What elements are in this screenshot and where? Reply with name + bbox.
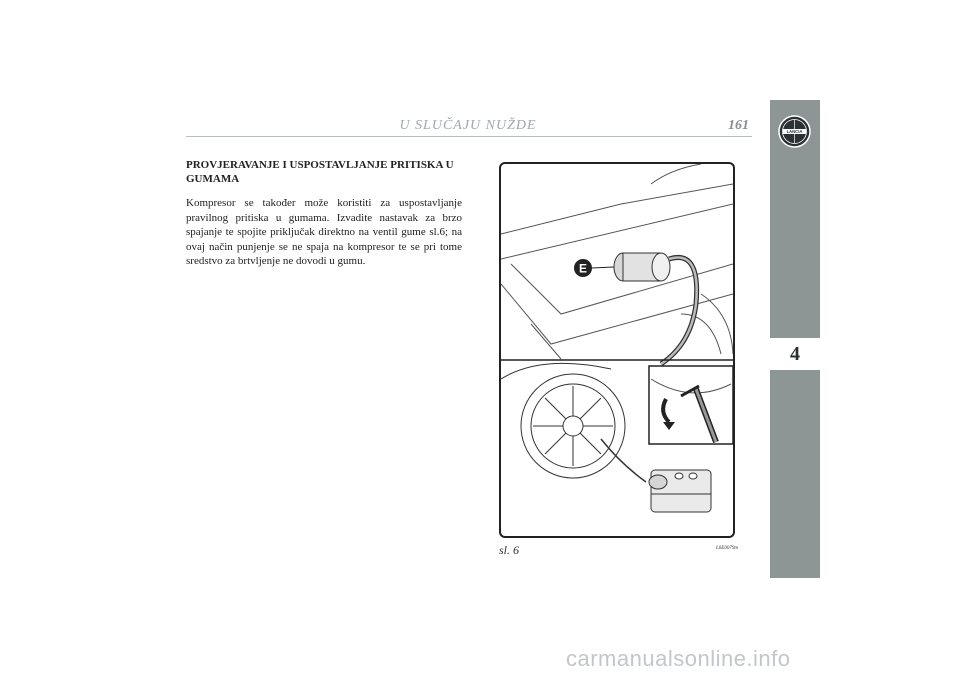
compressor-cylinder	[614, 253, 670, 281]
header-divider	[186, 136, 752, 137]
watermark: carmanualsonline.info	[566, 646, 791, 671]
chapter-number: 4	[790, 343, 800, 365]
figure-caption: sl. 6	[499, 543, 520, 557]
figure-illustration	[499, 162, 735, 538]
chapter-number-box[interactable]	[770, 336, 820, 372]
svg-text:LANCIA: LANCIA	[786, 129, 803, 135]
compressor-illustration	[501, 164, 733, 536]
lancia-logo-icon	[778, 115, 811, 148]
chapter-title: U SLUČAJU NUŽDE	[399, 118, 537, 133]
section-heading: PROVJERAVANJE I USPOSTAVLJANJE PRITISKA U GUMAMA	[186, 159, 454, 185]
body-paragraph: Kompresor se također može koristiti za uspostavljanje pravilnog pritiska u gumama. Izvadite nastavak za brzo spajanje te spojite priključak direktno na ventil gume sl.6; na ovaj način punjenje se ne spaja na kompresor te se pri tome sredstvo za brtvljenje ne dovodi u gumu.	[186, 197, 462, 267]
figure-code: L0E0079m	[716, 546, 738, 551]
page-number: 161	[728, 118, 749, 133]
label-e-text: E	[578, 261, 588, 276]
